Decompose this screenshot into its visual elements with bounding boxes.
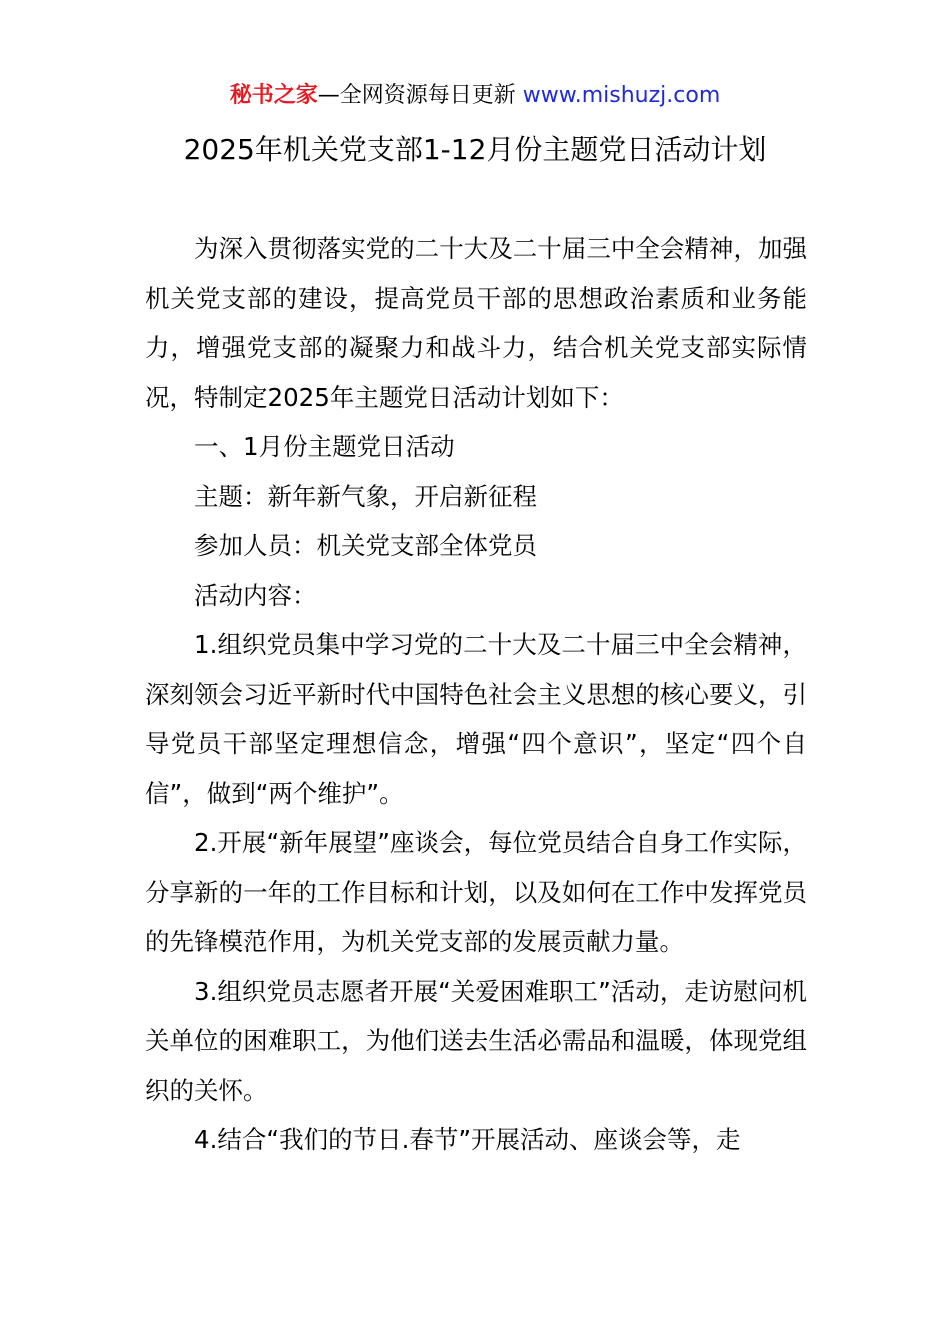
site-watermark [0, 80, 950, 112]
watermark-url[interactable]: www.mishuzj.com [522, 83, 721, 108]
theme-line: 主题：新年新气象，开启新征程 [194, 481, 537, 511]
section-heading-january: 一、1月份主题党日活动 [194, 432, 455, 461]
document-body [145, 224, 807, 1165]
activity-item-2: 2.开展“新年展望”座谈会，每位党员结合自身工作实际，分享新的一年的工作目标和计划，以及如何在工作中发挥党员的先锋模范作用，为机关党支部的发展贡献力量。 [145, 828, 807, 956]
activity-content-label: 活动内容： [194, 580, 317, 610]
document-title: 2025年机关党支部1-12月份主题党日活动计划 [183, 133, 767, 166]
watermark-slogan: —全网资源每日更新 [317, 83, 516, 108]
watermark-brand: 秘书之家 [229, 83, 318, 108]
participants-line: 参加人员：机关党支部全体党员 [194, 531, 537, 560]
activity-item-3: 3.组织党员志愿者开展“关爱困难职工”活动，走访慰问机关单位的困难职工，为他们送去生活必需品和温暖，体现党组织的关怀。 [145, 976, 807, 1105]
activity-item-4: 4.结合“我们的节日.春节”开展活动、座谈会等，走 [194, 1125, 741, 1154]
intro-paragraph: 为深入贯彻落实党的二十大及二十届三中全会精神，加强机关党支部的建设，提高党员干部的思想政治素质和业务能力，增强党支部的凝聚力和战斗力，结合机关党支部实际情况，特制定2025年主题党日活动计划如下： [145, 234, 807, 412]
activity-item-1: 1.组织党员集中学习党的二十大及二十届三中全会精神，深刻领会习近平新时代中国特色社会主义思想的核心要义，引导党员干部坚定理想信念，增强“四个意识”，坚定“四个自信”，做到“两个维护”。 [145, 630, 807, 808]
